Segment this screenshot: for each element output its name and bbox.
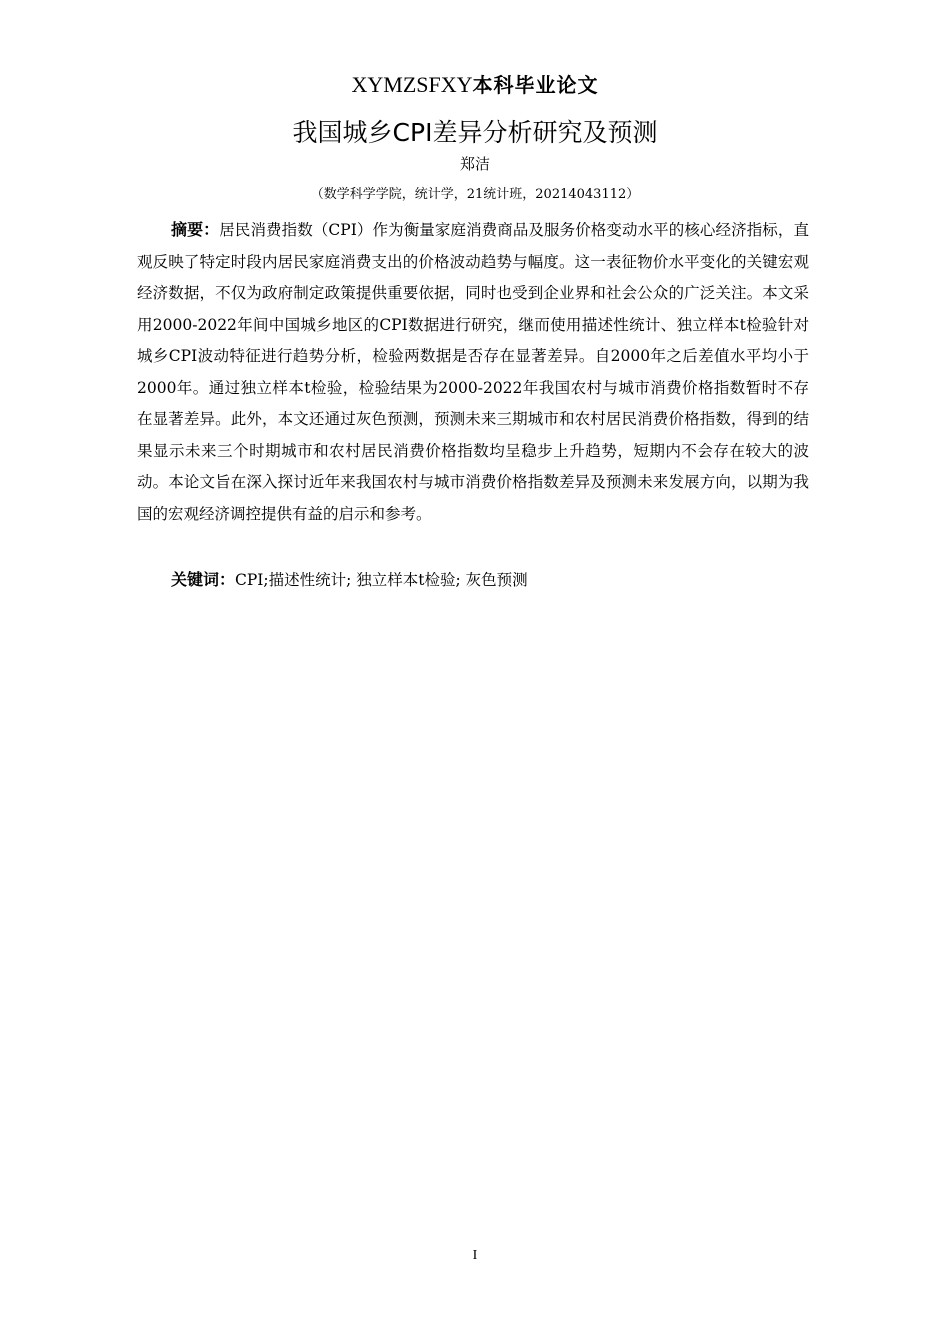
paper-title: 我国城乡CPI差异分析研究及预测 xyxy=(292,118,658,147)
abstract-label: 摘要： xyxy=(171,220,220,239)
header-thesis-type: 本科毕业论文 xyxy=(472,73,599,97)
header-school-code: XYMZSFXY xyxy=(351,72,473,97)
keywords-text: CPI;描述性统计; 独立样本t检验; 灰色预测 xyxy=(235,571,528,589)
author-name: 郑洁 xyxy=(459,155,490,173)
abstract-text: 居民消费指数（CPI）作为衡量家庭消费商品及服务价格变动水平的核心经济指标，直观反映了特定时段内居民家庭消费支出的价格波动趋势与幅度。这一表征物价水平变化的关键宏观经济数据，不仅为政府制定政策提供重要依据，同时也受到企业界和社会公众的广泛关注。本文采用2000-2022年间中国城乡地区的CPI数据进行研究，继而使用描述性统计、独立样本t检验针对城乡CPI波动特征进行趋势分析，检验两数据是否存在显著差异。自2000年之后差值水平均小于2000年。通过独立样本t检验，检验结果为2000-2022年我国农村与城市消费价格指数暂时不存在显著差异。此外，本文还通过灰色预测，预测未来三期城市和农村居民消费价格指数，得到的结果显示未来三个时期城市和农村居民消费价格指数均呈稳步上升趋势，短期内不会存在较大的波动。本论文旨在深入探讨近年来我国农村与城市消费价格指数差异及预测未来发展方向，以期为我国的宏观经济调控提供有益的启示和参考。 xyxy=(137,221,809,523)
abstract-paragraph xyxy=(137,214,809,530)
author-affiliation: （数学科学学院，统计学，21统计班，20214043112） xyxy=(310,187,640,202)
running-header xyxy=(0,70,950,101)
page-number: I xyxy=(472,1248,478,1263)
keywords-label: 关键词： xyxy=(171,570,236,589)
keywords-line xyxy=(171,566,811,594)
